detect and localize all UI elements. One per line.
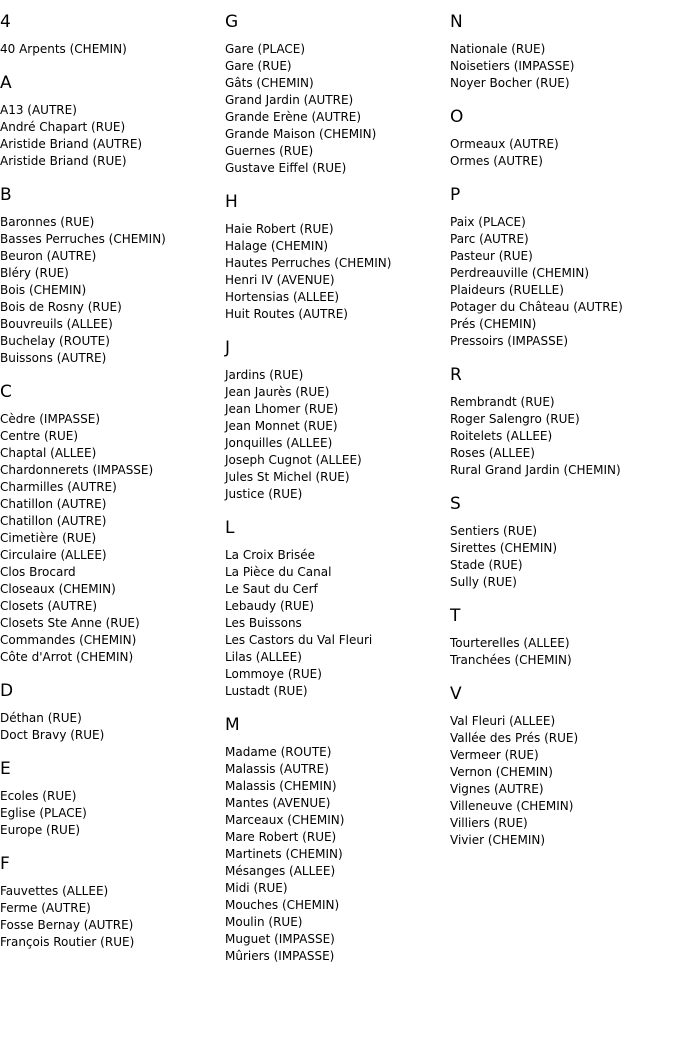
- section-letter-heading: D: [0, 681, 14, 701]
- street-entry: Ecoles (RUE): [0, 789, 77, 803]
- letter-section: [0, 681, 220, 744]
- street-entry: Pasteur (RUE): [450, 249, 533, 263]
- street-list: [225, 367, 445, 503]
- street-list: [450, 41, 675, 92]
- street-entry: Fosse Bernay (AUTRE): [0, 918, 134, 932]
- street-entry: Gâts (CHEMIN): [225, 76, 314, 90]
- street-list: [225, 41, 445, 177]
- street-entry: Closeaux (CHEMIN): [0, 582, 116, 596]
- letter-section: [450, 365, 675, 479]
- street-list: [450, 713, 675, 849]
- letter-section: [225, 518, 445, 700]
- street-entry: Vivier (CHEMIN): [450, 833, 546, 847]
- letter-section: [0, 382, 220, 666]
- street-entry: Ormes (AUTRE): [450, 154, 543, 168]
- street-entry: Pressoirs (IMPASSE): [450, 334, 569, 348]
- section-letter-heading: V: [450, 684, 462, 704]
- street-entry: Chatillon (AUTRE): [0, 514, 107, 528]
- street-entry: Baronnes (RUE): [0, 215, 95, 229]
- street-entry: Jean Jaurès (RUE): [225, 385, 330, 399]
- street-entry: Gare (RUE): [225, 59, 292, 73]
- street-entry: Le Saut du Cerf: [225, 582, 318, 596]
- street-entry: Vermeer (RUE): [450, 748, 539, 762]
- street-entry: Mésanges (ALLEE): [225, 864, 336, 878]
- letter-section: [450, 185, 675, 350]
- section-letter-heading: C: [0, 382, 12, 402]
- section-letter-heading: R: [450, 365, 462, 385]
- street-entry: Cèdre (IMPASSE): [0, 412, 100, 426]
- street-entry: Basses Perruches (CHEMIN): [0, 232, 166, 246]
- street-entry: Mûriers (IMPASSE): [225, 949, 335, 963]
- street-entry: Ormeaux (AUTRE): [450, 137, 559, 151]
- street-list: [450, 394, 675, 479]
- street-entry: Cimetière (RUE): [0, 531, 97, 545]
- section-letter-heading: O: [450, 107, 464, 127]
- street-entry: Mantes (AVENUE): [225, 796, 331, 810]
- street-entry: Villeneuve (CHEMIN): [450, 799, 574, 813]
- street-entry: Jean Monnet (RUE): [225, 419, 338, 433]
- street-entry: Bois de Rosny (RUE): [0, 300, 122, 314]
- section-letter-heading: M: [225, 715, 240, 735]
- street-list: [450, 136, 675, 170]
- section-letter-heading: L: [225, 518, 235, 538]
- street-entry: Grande Erène (AUTRE): [225, 110, 362, 124]
- street-entry: Guernes (RUE): [225, 144, 314, 158]
- street-entry: Noisetiers (IMPASSE): [450, 59, 575, 73]
- street-entry: André Chapart (RUE): [0, 120, 126, 134]
- section-letter-heading: B: [0, 185, 12, 205]
- letter-section: [450, 606, 675, 669]
- letter-section: [0, 854, 220, 951]
- letter-section: [0, 185, 220, 367]
- street-entry: Sully (RUE): [450, 575, 517, 589]
- street-entry: Buissons (AUTRE): [0, 351, 107, 365]
- section-letter-heading: J: [225, 338, 231, 358]
- street-entry: Rembrandt (RUE): [450, 395, 555, 409]
- section-letter-heading: N: [450, 12, 463, 32]
- street-entry: Tranchées (CHEMIN): [450, 653, 572, 667]
- street-entry: Mare Robert (RUE): [225, 830, 337, 844]
- street-entry: Noyer Bocher (RUE): [450, 76, 570, 90]
- street-entry: Grand Jardin (AUTRE): [225, 93, 354, 107]
- street-entry: Haie Robert (RUE): [225, 222, 334, 236]
- street-entry: Roitelets (ALLEE): [450, 429, 553, 443]
- section-letter-heading: S: [450, 494, 461, 514]
- letter-section: [450, 107, 675, 170]
- street-entry: Prés (CHEMIN): [450, 317, 537, 331]
- letter-section: [225, 338, 445, 503]
- street-entry: Moulin (RUE): [225, 915, 303, 929]
- street-list: [225, 744, 445, 965]
- letter-section: [225, 715, 445, 965]
- street-entry: Malassis (CHEMIN): [225, 779, 337, 793]
- street-entry: A13 (AUTRE): [0, 103, 77, 117]
- street-entry: Sentiers (RUE): [450, 524, 538, 538]
- street-entry: 40 Arpents (CHEMIN): [0, 42, 127, 56]
- street-entry: Déthan (RUE): [0, 711, 82, 725]
- street-entry: Europe (RUE): [0, 823, 81, 837]
- street-entry: Closets (AUTRE): [0, 599, 98, 613]
- street-entry: Ferme (AUTRE): [0, 901, 91, 915]
- street-entry: Lustadt (RUE): [225, 684, 308, 698]
- street-entry: Vernon (CHEMIN): [450, 765, 553, 779]
- section-letter-heading: H: [225, 192, 238, 212]
- street-entry: Circulaire (ALLEE): [0, 548, 107, 562]
- street-entry: Fauvettes (ALLEE): [0, 884, 109, 898]
- street-list: [0, 411, 220, 666]
- street-entry: Roger Salengro (RUE): [450, 412, 580, 426]
- street-list: [0, 41, 220, 58]
- street-entry: Aristide Briand (RUE): [0, 154, 127, 168]
- section-letter-heading: P: [450, 185, 461, 205]
- street-entry: Chardonnerets (IMPASSE): [0, 463, 154, 477]
- section-letter-heading: G: [225, 12, 239, 32]
- street-entry: Commandes (CHEMIN): [0, 633, 137, 647]
- street-entry: Gustave Eiffel (RUE): [225, 161, 347, 175]
- street-entry: Justice (RUE): [225, 487, 303, 501]
- street-entry: Vignes (AUTRE): [450, 782, 544, 796]
- street-list: [0, 102, 220, 170]
- street-entry: François Routier (RUE): [0, 935, 135, 949]
- street-entry: Closets Ste Anne (RUE): [0, 616, 140, 630]
- street-list: [225, 221, 445, 323]
- street-entry: Joseph Cugnot (ALLEE): [225, 453, 362, 467]
- section-letter-heading: A: [0, 73, 12, 93]
- street-entry: Gare (PLACE): [225, 42, 306, 56]
- section-letter-heading: F: [0, 854, 10, 874]
- street-entry: Potager du Château (AUTRE): [450, 300, 623, 314]
- street-entry: Muguet (IMPASSE): [225, 932, 335, 946]
- street-entry: Jonquilles (ALLEE): [225, 436, 333, 450]
- street-entry: Clos Brocard: [0, 565, 76, 579]
- street-entry: Les Castors du Val Fleuri: [225, 633, 373, 647]
- section-letter-heading: T: [450, 606, 461, 626]
- street-entry: Eglise (PLACE): [0, 806, 87, 820]
- street-entry: Malassis (AUTRE): [225, 762, 329, 776]
- street-entry: Val Fleuri (ALLEE): [450, 714, 556, 728]
- street-entry: Bouvreuils (ALLEE): [0, 317, 113, 331]
- street-entry: Doct Bravy (RUE): [0, 728, 105, 742]
- street-entry: Villiers (RUE): [450, 816, 528, 830]
- letter-section: [0, 759, 220, 839]
- street-entry: Madame (ROUTE): [225, 745, 332, 759]
- street-entry: Bois (CHEMIN): [0, 283, 87, 297]
- street-entry: Henri IV (AVENUE): [225, 273, 335, 287]
- street-entry: Hortensias (ALLEE): [225, 290, 340, 304]
- letter-section: [225, 12, 445, 177]
- section-letter-heading: 4: [0, 12, 11, 32]
- street-entry: Lebaudy (RUE): [225, 599, 315, 613]
- street-entry: Nationale (RUE): [450, 42, 546, 56]
- street-entry: Chatillon (AUTRE): [0, 497, 107, 511]
- street-entry: Grande Maison (CHEMIN): [225, 127, 377, 141]
- street-entry: Lommoye (RUE): [225, 667, 322, 681]
- letter-section: [0, 12, 220, 58]
- street-list: [450, 214, 675, 350]
- street-entry: Perdreauville (CHEMIN): [450, 266, 590, 280]
- street-list: [225, 547, 445, 700]
- street-list: [0, 788, 220, 839]
- letter-section: [450, 684, 675, 849]
- street-entry: Jean Lhomer (RUE): [225, 402, 339, 416]
- section-letter-heading: E: [0, 759, 11, 779]
- street-entry: Beuron (AUTRE): [0, 249, 97, 263]
- street-list: [0, 883, 220, 951]
- street-entry: Jardins (RUE): [225, 368, 304, 382]
- street-list: [0, 710, 220, 744]
- letter-section: [450, 12, 675, 92]
- letter-section: [450, 494, 675, 591]
- street-entry: Buchelay (ROUTE): [0, 334, 110, 348]
- street-entry: Midi (RUE): [225, 881, 288, 895]
- street-entry: Huit Routes (AUTRE): [225, 307, 348, 321]
- street-entry: Charmilles (AUTRE): [0, 480, 117, 494]
- street-index-column-2: [225, 0, 445, 980]
- street-entry: Rural Grand Jardin (CHEMIN): [450, 463, 621, 477]
- street-entry: Marceaux (CHEMIN): [225, 813, 345, 827]
- letter-section: [225, 192, 445, 323]
- street-entry: Lilas (ALLEE): [225, 650, 302, 664]
- street-entry: Aristide Briand (AUTRE): [0, 137, 143, 151]
- street-entry: Les Buissons: [225, 616, 302, 630]
- street-index-column-3: [450, 0, 675, 864]
- street-entry: Paix (PLACE): [450, 215, 526, 229]
- street-list: [450, 635, 675, 669]
- street-entry: Centre (RUE): [0, 429, 79, 443]
- street-entry: La Pièce du Canal: [225, 565, 332, 579]
- street-entry: Côte d'Arrot (CHEMIN): [0, 650, 134, 664]
- street-entry: Vallée des Prés (RUE): [450, 731, 579, 745]
- street-list: [0, 214, 220, 367]
- street-list: [450, 523, 675, 591]
- letter-section: [0, 73, 220, 170]
- street-entry: La Croix Brisée: [225, 548, 316, 562]
- street-entry: Chaptal (ALLEE): [0, 446, 97, 460]
- street-entry: Mouches (CHEMIN): [225, 898, 340, 912]
- street-entry: Jules St Michel (RUE): [225, 470, 350, 484]
- street-entry: Martinets (CHEMIN): [225, 847, 343, 861]
- street-index-column-1: [0, 0, 220, 966]
- street-entry: Hautes Perruches (CHEMIN): [225, 256, 392, 270]
- street-entry: Sirettes (CHEMIN): [450, 541, 558, 555]
- street-entry: Roses (ALLEE): [450, 446, 535, 460]
- street-entry: Bléry (RUE): [0, 266, 69, 280]
- street-entry: Stade (RUE): [450, 558, 523, 572]
- street-entry: Parc (AUTRE): [450, 232, 529, 246]
- street-entry: Plaideurs (RUELLE): [450, 283, 564, 297]
- street-entry: Tourterelles (ALLEE): [450, 636, 570, 650]
- street-entry: Halage (CHEMIN): [225, 239, 329, 253]
